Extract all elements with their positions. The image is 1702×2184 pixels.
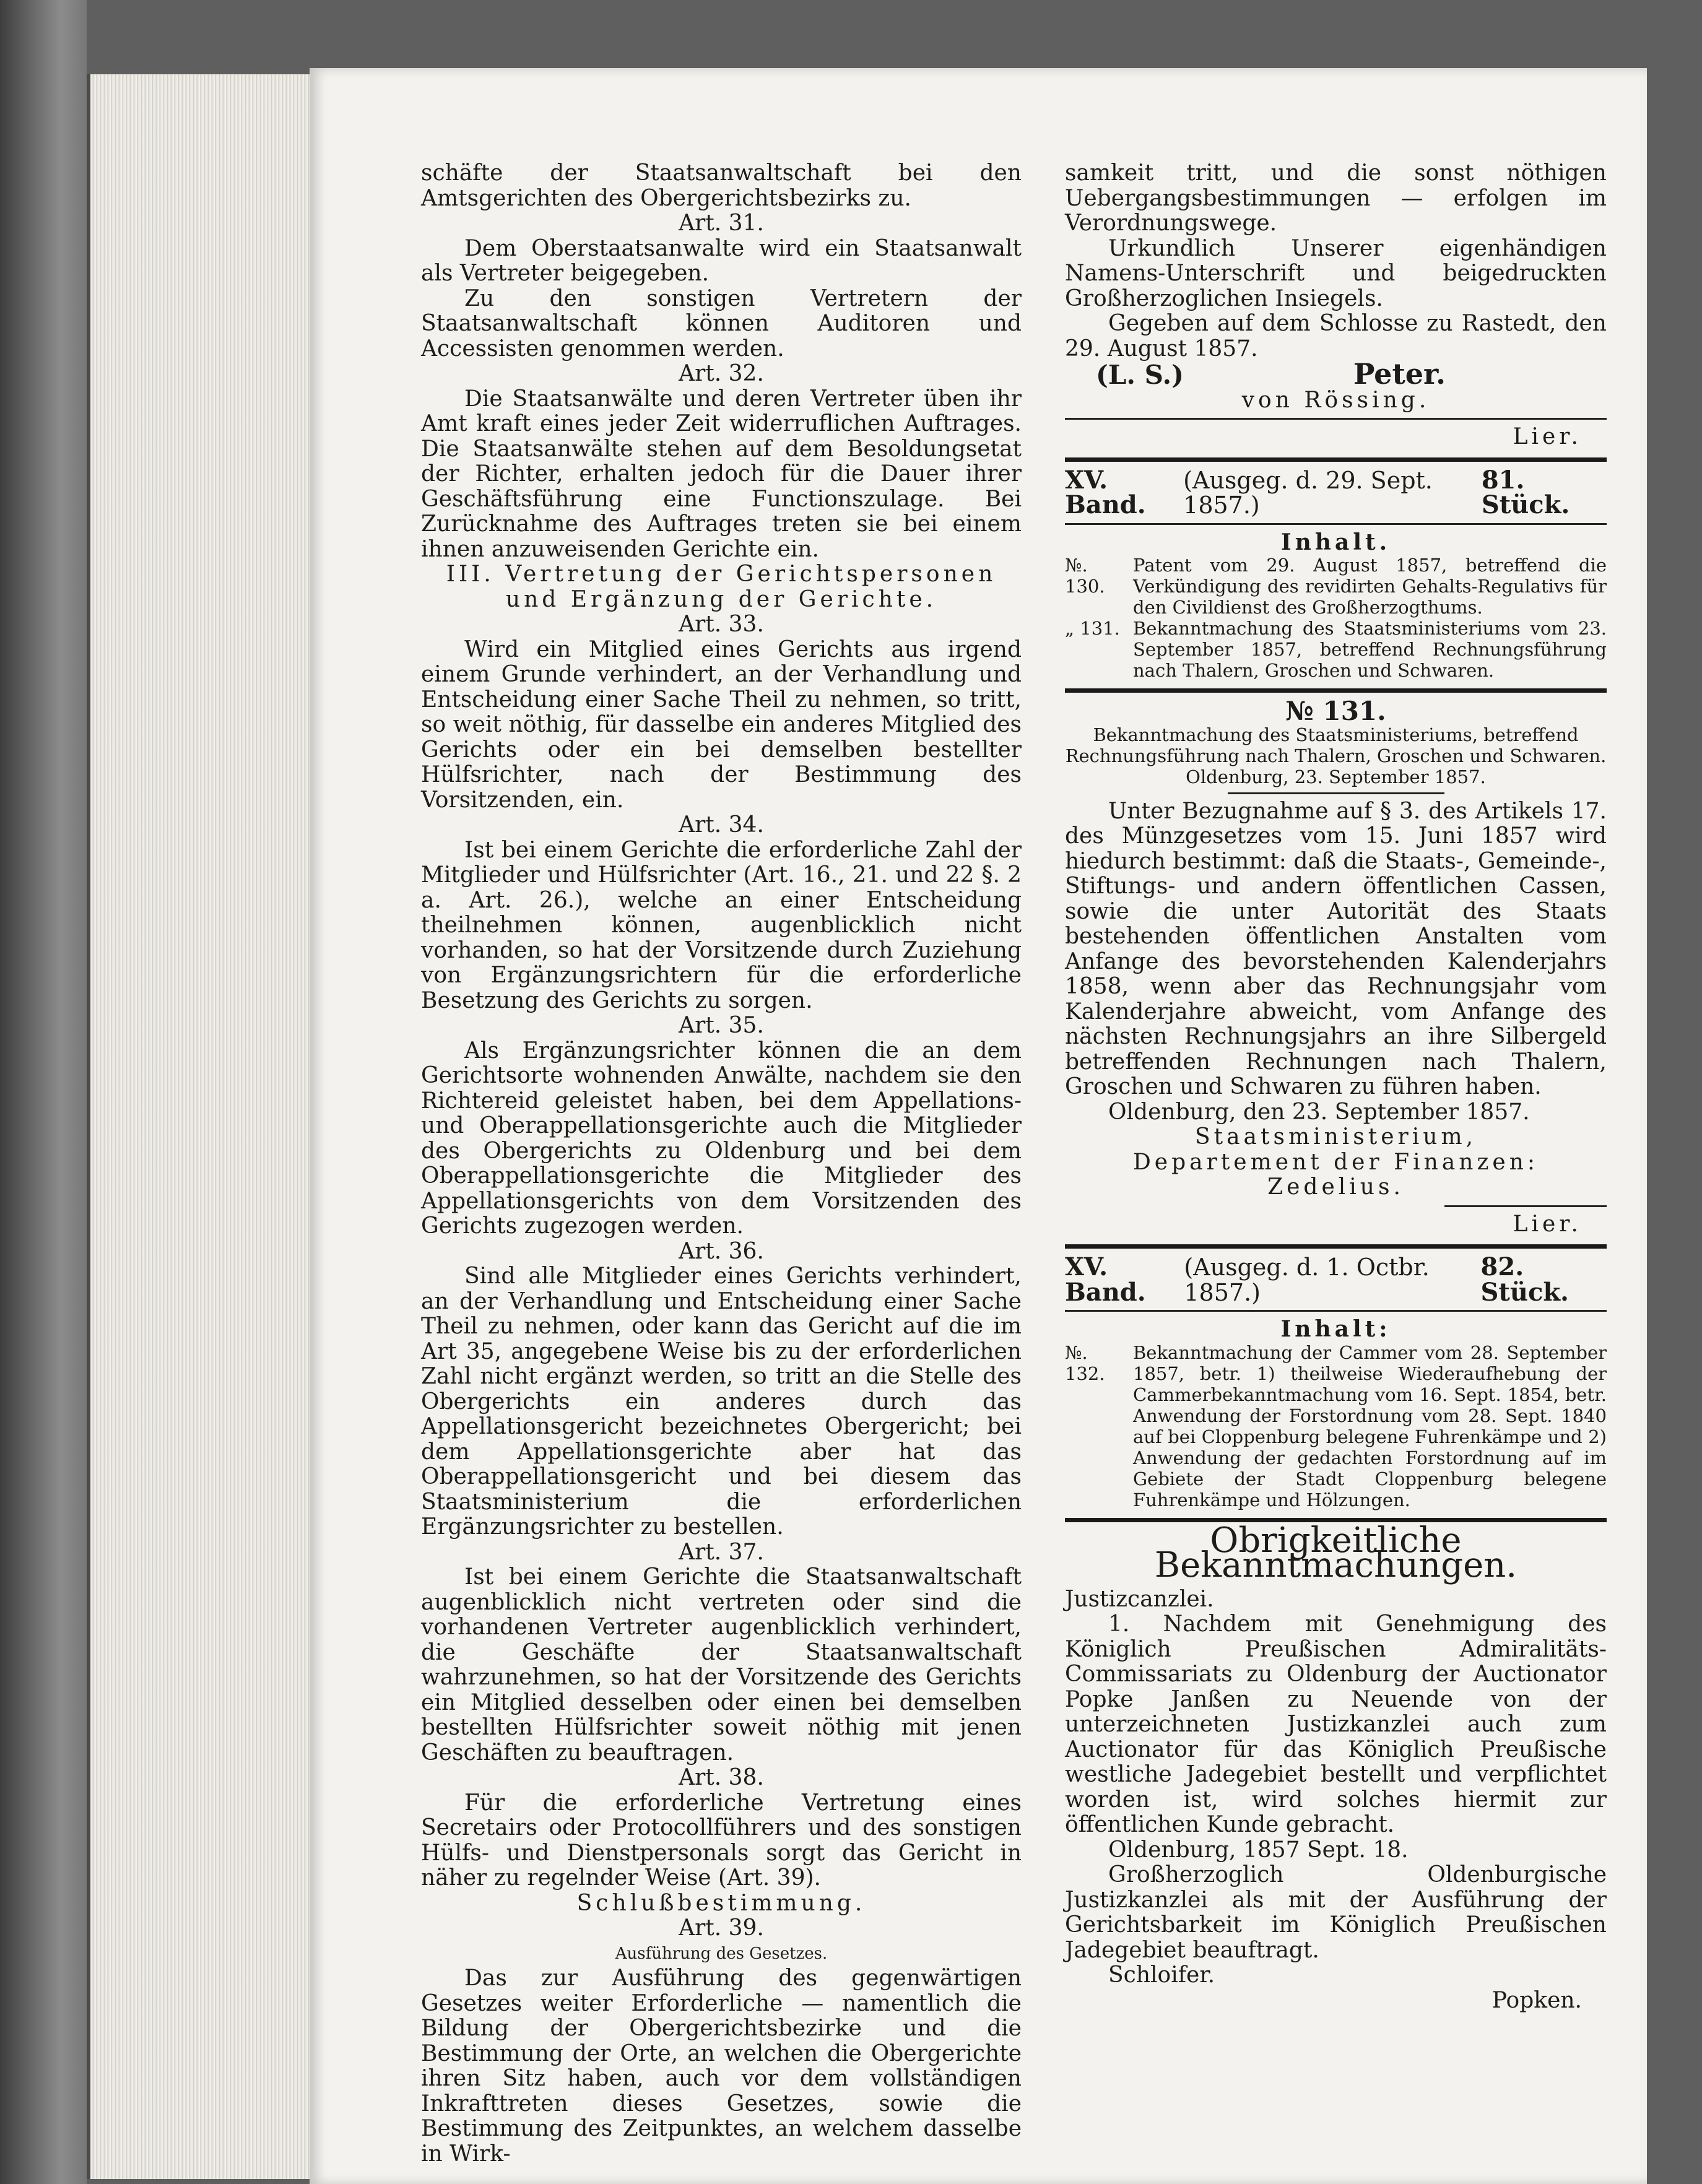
paragraph: Unter Bezugnahme auf § 3. des Artikels 17. des Münzgesetzes vom 15. Juni 1857 wird hiedurch bestimmt: daß die Staats-, Gemeinde-, Stiftungs- und andern öffentlichen Cassen, sowie die unter Autorität des Staats bestehenden öffentlichen Anstalten vom Anfange des bevorstehenden Kalenderjahrs 1858, wenn aber das Rechnungsjahr vom Kalenderjahre abweicht, vom Anfange des nächsten Rechnungsjahrs an ihre Silbergeld betreffenden Rechnungen nach Thalern, Groschen und Schwaren zu führen haben. — [1065, 798, 1607, 1099]
article-heading: Art. 31. — [679, 210, 764, 236]
divider — [1444, 1205, 1607, 1207]
section-title: Obrigkeitliche Bekanntmachungen. — [1154, 1520, 1517, 1585]
list-item — [1065, 1342, 1607, 1510]
item-number: №. 130. — [1065, 555, 1105, 597]
paragraph: Urkundlich Unserer eigenhändigen Namens-Unterschrift und beigedruckten Großherzoglichen Insiegels. — [1065, 235, 1607, 311]
page-edges — [87, 74, 313, 2179]
issue-date: (Ausgeg. d. 29. Sept. 1857.) — [1183, 466, 1433, 519]
paragraph: Für die erforderliche Vertretung eines Secretairs oder Protocollführers und des sonstigen Hülfs- und Dienstpersonals sorgt das Gericht in näher zu regelnder Weise (Art. 39). — [421, 1790, 1022, 1891]
divider — [1065, 688, 1607, 693]
paragraph: Sind alle Mitglieder eines Gerichts verhindert, an der Verhandlung und Entscheidung einer Sache Theil zu nehmen, oder kann das Gericht auf die im Art 35, angegebene Weise bis zu der erforderlichen Zahl nicht ergänzt werden, so tritt an die Stelle des Obergerichts ein anderes durch das Appellationsgericht bezeichnetes Obergericht; bei dem Appellationsgerichte aber hat das Oberappellationsgericht und bei diesem das Staatsministerium die erforderlichen Ergänzungsrichter zu bestellen. — [421, 1263, 1022, 1540]
paragraph: Ist bei einem Gerichte die erforderliche Zahl der Mitglieder und Hülfsrichter (Art. 16., 21. und 22 §. 2 a. Art. 26.), welche an einer Entscheidung theilnehmen können, augenblicklich nicht vorhanden, so hat der Vorsitzende durch Zuziehung von Ergänzungsrichtern für die erforderliche Besetzung des Gerichts zu sorgen. — [421, 837, 1022, 1013]
contents-heading: Inhalt. — [1280, 529, 1391, 555]
divider — [1065, 1244, 1607, 1249]
article-heading: Art. 38. — [679, 1765, 764, 1790]
signature: Popken. — [1491, 1987, 1582, 2013]
section-heading: Schlußbestimmung. — [576, 1890, 866, 1916]
item-text: Bekanntmachung des Staatsministeriums vom 23. September 1857, betreffend Rechnungsführung nach Thalern, Groschen und Schwaren. — [1133, 618, 1607, 681]
paragraph: Gegeben auf dem Schlosse zu Rastedt, den 29. August 1857. — [1065, 311, 1607, 362]
paragraph: Oldenburg, 1857 Sept. 18. — [1108, 1837, 1409, 1863]
notice-number: № 131. — [1285, 696, 1386, 726]
left-column — [421, 161, 1022, 2167]
article-heading: Art. 34. — [679, 812, 764, 838]
paragraph: Oldenburg, den 23. September 1857. — [1108, 1099, 1530, 1125]
article-heading: Art. 35. — [679, 1013, 764, 1038]
item-number: №. 132. — [1065, 1341, 1105, 1384]
countersignature: von Rössing. — [1241, 387, 1430, 413]
book-binding — [0, 0, 87, 2184]
item-text: Bekanntmachung der Cammer vom 28. September 1857, betr. 1) theilweise Wiederaufhebung der Cammerbekanntmachung vom 16. Sept. 1854, betr. Anwendung der Forstordnung vom 28. Sept. 1840 auf bei Cloppenburg belegene Fuhrenkämpe und 2) Anwendung der gedachten Forstordnung auf im Gebiete der Stadt Cloppenburg belegene Fuhrenkämpe und Hölzungen. — [1133, 1341, 1607, 1510]
signatory: Departement der Finanzen: — [1132, 1149, 1539, 1175]
paragraph: Ist bei einem Gerichte die Staatsanwaltschaft augenblicklich nicht vertreten oder sind die vorhandenen Vertreter augenblicklich verhindert, die Geschäfte der Staatsanwaltschaft wahrzunehmen, so hat der Vorsitzende des Gerichts ein Mitglied desselben oder einen bei demselben bestellten Hülfsrichter soweit nöthig mit jenen Geschäften zu beauftragen. — [421, 1564, 1022, 1766]
article-heading: Art. 32. — [679, 361, 764, 386]
paragraph: 1. Nachdem mit Genehmigung des Königlich Preußischen Admiralitäts-Commissariats zu Oldenburg der Auctionator Popke Janßen zu Neuende von der unterzeichneten Justizkanzlei auch zum Auctionator für das Königlich Preußische westliche Jadegebiet bestellt und verpflichtet worden ist, wird solches hiermit zur öffentlichen Kunde gebracht. — [1065, 1611, 1607, 1837]
article-heading: Art. 37. — [679, 1539, 764, 1565]
signatory: Staatsministerium, — [1194, 1124, 1477, 1150]
issue-header — [1065, 465, 1607, 519]
book-page — [310, 68, 1647, 2184]
item-text: Patent vom 29. August 1857, betreffend die Verkündigung des revidirten Gehalts-Regulativs für den Civildienst des Großherzogthums. — [1133, 555, 1607, 618]
divider — [1065, 523, 1607, 525]
signature: Zedelius. — [1267, 1174, 1404, 1200]
paragraph: Als Ergänzungsrichter können die an dem Gerichtsorte wohnenden Anwälte, nachdem sie den Richtereid geleistet haben, bei dem Appellations- und Oberappellationsgerichte auch die Mitglieder des Obergerichts zu Oldenburg und bei dem Oberappellationsgerichte die Mitglieder des Appellationsgerichts von dem Vorsitzenden des Gerichts zugezogen werden. — [421, 1038, 1022, 1239]
item-number: „ 131. — [1065, 618, 1120, 639]
divider — [1065, 418, 1607, 420]
paragraph: samkeit tritt, und die sonst nöthigen Uebergangsbestimmungen — erfolgen im Verordnungswege. — [1065, 160, 1607, 236]
paragraph: Großherzoglich Oldenburgische Justizkanzlei als mit der Ausführung der Gerichtsbarkeit im Königlich Preußischen Jadegebiet beauftragt. — [1065, 1862, 1607, 1963]
paragraph: Wird ein Mitglied eines Gerichts aus irgend einem Grunde verhindert, an der Verhandlung und Entscheidung einer Sache Theil zu nehmen, so tritt, so weit nöthig, für dasselbe ein anderes Mitglied des Gerichts oder ein bei demselben bestellter Hülfsrichter, nach der Bestimmung des Vorsitzenden, ein. — [421, 636, 1022, 813]
divider — [1228, 792, 1444, 794]
issue-date: (Ausgeg. d. 1. Octbr. 1857.) — [1184, 1254, 1430, 1306]
volume-label: XV. Band. — [1065, 465, 1146, 519]
contents-heading: Inhalt: — [1280, 1316, 1391, 1342]
notice-title: Bekanntmachung des Staatsministeriums, betreffend Rechnungsführung nach Thalern, Groschen und Schwaren. — [1065, 724, 1607, 766]
signature: Lier. — [1513, 424, 1582, 449]
signature-row — [1065, 357, 1607, 391]
issue-number: 81. Stück. — [1481, 465, 1570, 519]
paragraph: schäfte der Staatsanwaltschaft bei den Amtsgerichten des Obergerichtsbezirks zu. — [421, 160, 1022, 211]
paragraph: Zu den sonstigen Vertretern der Staatsanwaltschaft können Auditoren und Accessisten genommen werden. — [421, 285, 1022, 362]
right-column — [1065, 161, 1607, 2013]
section-heading: III. Vertretung der Gerichtspersonen und Ergänzung der Gerichte. — [446, 561, 997, 612]
signature: Schloifer. — [1108, 1962, 1215, 1988]
volume-label: XV. Band. — [1065, 1252, 1146, 1307]
paragraph: Das zur Ausführung des gegenwärtigen Gesetzes weiter Erforderliche — namentlich die Bildung der Obergerichtsbezirke und die Bestimmung der Orte, an welchen die Obergerichte ihren Sitz haben, auch vor dem vollständigen Inkrafttreten dieses Gesetzes, sowie die Bestimmung des Zeitpunktes, an welchem dasselbe in Wirk- — [421, 1965, 1022, 2167]
article-subheading: Ausführung des Gesetzes. — [615, 1944, 828, 1963]
issue-header — [1065, 1252, 1607, 1307]
signature: Lier. — [1513, 1211, 1582, 1237]
list-item — [1065, 555, 1607, 618]
list-item — [1065, 618, 1607, 681]
signature: Peter. — [1353, 357, 1446, 391]
issue-number: 82. Stück. — [1480, 1252, 1569, 1307]
seal-mark: (L. S.) — [1096, 360, 1184, 390]
paragraph: Die Staatsanwälte und deren Vertreter üben ihr Amt kraft eines jeder Zeit widerruflichen Auftrages. Die Staatsanwälte stehen auf dem Besoldungsetat der Richter, erhalten jedoch für die Dauer ihrer Geschäftsführung eine Functionszulage. Bei Zurücknahme des Auftrages treten sie bei einem ihnen anzuweisenden Gerichte ein. — [421, 386, 1022, 562]
paragraph: Dem Oberstaatsanwalte wird ein Staatsanwalt als Vertreter beigegeben. — [421, 235, 1022, 286]
authority-name: Justizcanzlei. — [1065, 1586, 1214, 1612]
notice-date: Oldenburg, 23. September 1857. — [1186, 766, 1486, 787]
article-heading: Art. 39. — [679, 1915, 764, 1941]
divider — [1065, 457, 1607, 462]
article-heading: Art. 33. — [679, 612, 764, 637]
article-heading: Art. 36. — [679, 1238, 764, 1264]
divider — [1065, 1310, 1607, 1312]
